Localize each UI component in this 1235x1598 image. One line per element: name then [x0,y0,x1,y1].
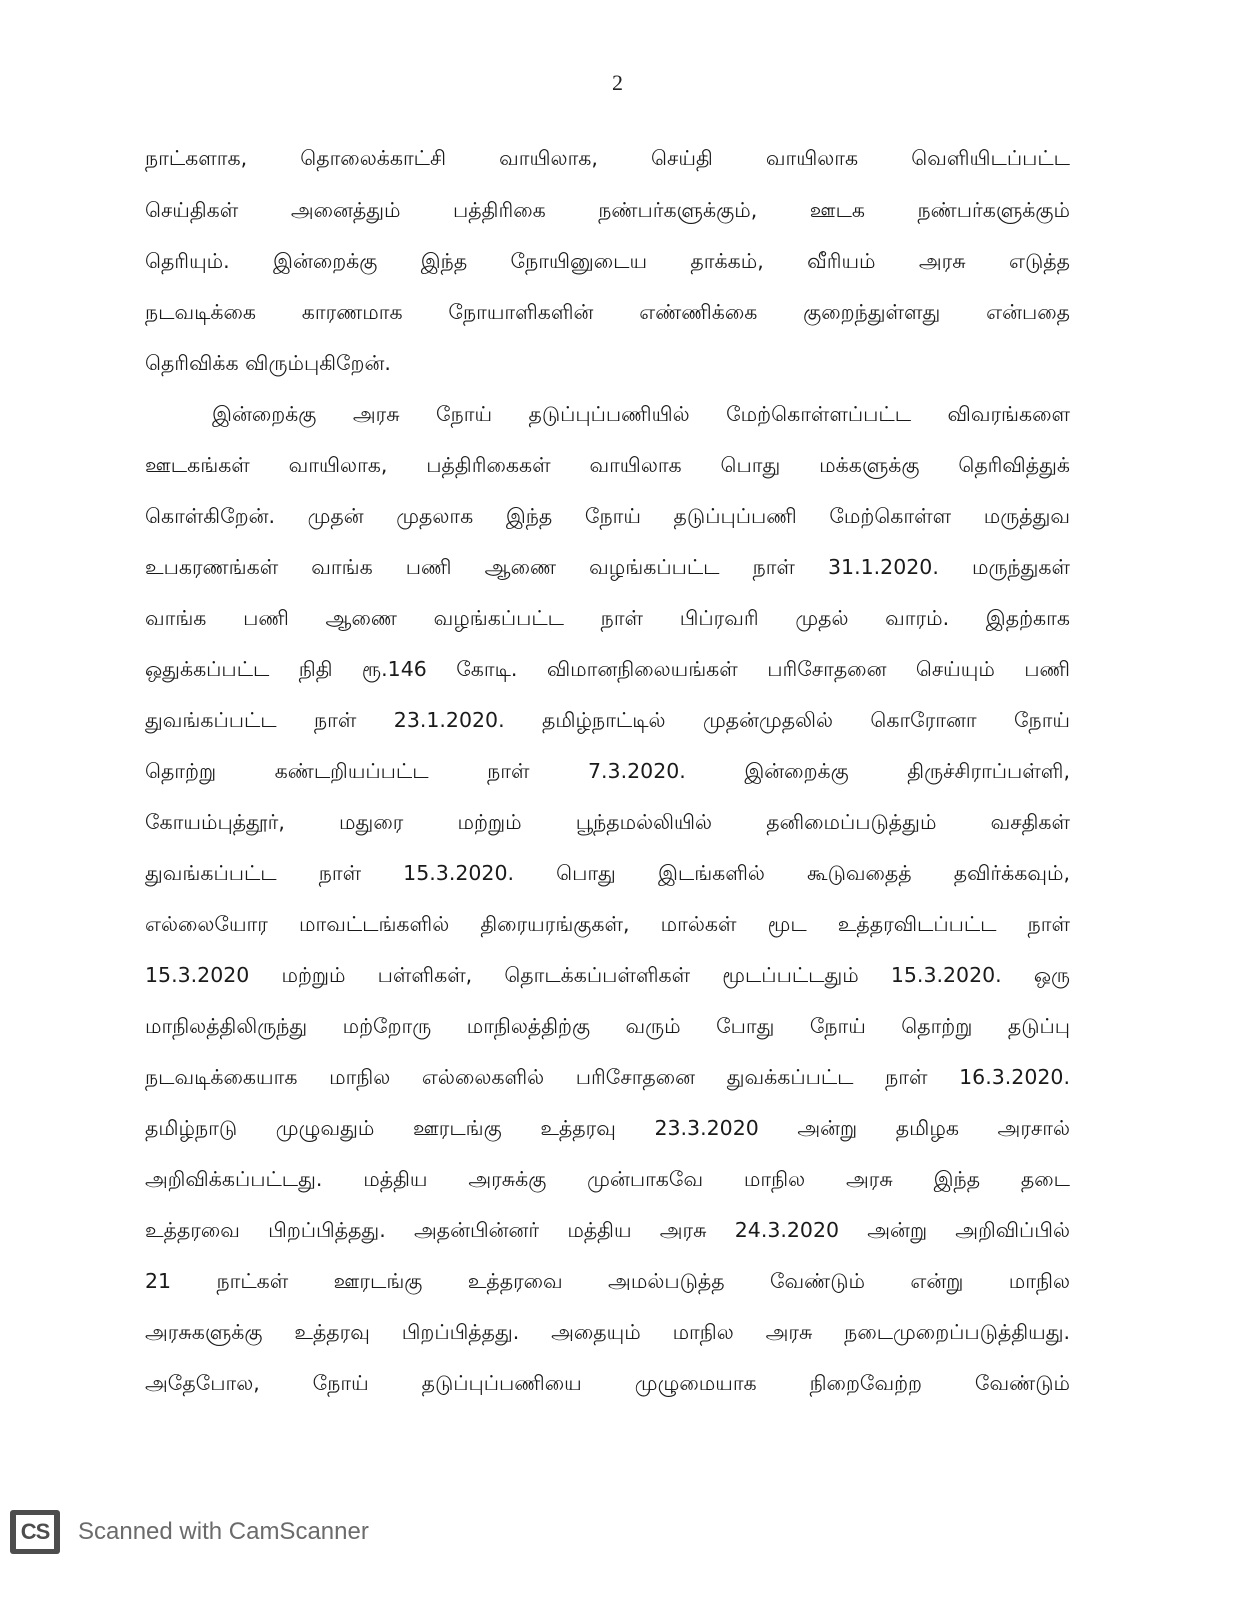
text-line: இன்றைக்கு அரசு நோய் தடுப்புப்பணியில் மேற்கொள்ளப்பட்ட விவரங்களை [212,402,1070,426]
text-line: வாங்க பணி ஆணை வழங்கப்பட்ட நாள் பிப்ரவரி முதல் வாரம். இதற்காக [145,606,1070,630]
camscanner-watermark [10,1510,369,1554]
text-line: தொற்று கண்டறியப்பட்ட நாள் 7.3.2020. இன்றைக்கு திருச்சிராப்பள்ளி, [145,759,1070,783]
text-line: அதேபோல, நோய் தடுப்புப்பணியை முழுமையாக நிறைவேற்ற வேண்டும் [145,1371,1070,1395]
camscanner-logo-icon [10,1510,60,1554]
text-line: கொள்கிறேன். முதன் முதலாக இந்த நோய் தடுப்புப்பணி மேற்கொள்ள மருத்துவ [145,504,1070,528]
text-line: உத்தரவை பிறப்பித்தது. அதன்பின்னர் மத்திய அரசு 24.3.2020 அன்று அறிவிப்பில் [145,1218,1070,1242]
text-line: 15.3.2020 மற்றும் பள்ளிகள், தொடக்கப்பள்ளிகள் மூடப்பட்டதும் 15.3.2020. ஒரு [145,963,1070,987]
text-line: தமிழ்நாடு முழுவதும் ஊரடங்கு உத்தரவு 23.3.2020 அன்று தமிழக அரசால் [145,1116,1070,1140]
text-line: அரசுகளுக்கு உத்தரவு பிறப்பித்தது. அதையும் மாநில அரசு நடைமுறைப்படுத்தியது. [145,1320,1070,1344]
text-line: நாட்களாக, தொலைக்காட்சி வாயிலாக, செய்தி வாயிலாக வெளியிடப்பட்ட [145,146,1070,170]
text-line: ஒதுக்கப்பட்ட நிதி ரூ.146 கோடி. விமானநிலையங்கள் பரிசோதனை செய்யும் பணி [145,657,1070,681]
text-line: துவங்கப்பட்ட நாள் 23.1.2020. தமிழ்நாட்டில் முதன்முதலில் கொரோனா நோய் [145,708,1070,732]
text-line: தெரியும். இன்றைக்கு இந்த நோயினுடைய தாக்கம், வீரியம் அரசு எடுத்த [145,249,1070,273]
camscanner-logo-text: CS [16,1515,54,1549]
watermark-text: Scanned with CamScanner [78,1518,369,1545]
text-line: துவங்கப்பட்ட நாள் 15.3.2020. பொது இடங்களில் கூடுவதைத் தவிர்க்கவும், [145,861,1070,885]
text-line: தெரிவிக்க விரும்புகிறேன். [145,351,391,375]
text-line: செய்திகள் அனைத்தும் பத்திரிகை நண்பர்களுக்கும், ஊடக நண்பர்களுக்கும் [145,198,1070,222]
text-line: உபகரணங்கள் வாங்க பணி ஆணை வழங்கப்பட்ட நாள் 31.1.2020. மருந்துகள் [145,555,1070,579]
text-line: ஊடகங்கள் வாயிலாக, பத்திரிகைகள் வாயிலாக பொது மக்களுக்கு தெரிவித்துக் [145,453,1070,477]
text-line: அறிவிக்கப்பட்டது. மத்திய அரசுக்கு முன்பாகவே மாநில அரசு இந்த தடை [145,1167,1070,1191]
text-line: நடவடிக்கை காரணமாக நோயாளிகளின் எண்ணிக்கை குறைந்துள்ளது என்பதை [145,300,1070,324]
text-line: 21 நாட்கள் ஊரடங்கு உத்தரவை அமல்படுத்த வேண்டும் என்று மாநில [145,1269,1070,1293]
text-line: கோயம்புத்தூர், மதுரை மற்றும் பூந்தமல்லியில் தனிமைப்படுத்தும் வசதிகள் [145,810,1070,834]
text-line: மாநிலத்திலிருந்து மற்றோரு மாநிலத்திற்கு வரும் போது நோய் தொற்று தடுப்பு [145,1014,1070,1038]
text-line: எல்லையோர மாவட்டங்களில் திரையரங்குகள், மால்கள் மூட உத்தரவிடப்பட்ட நாள் [145,912,1070,936]
text-line: நடவடிக்கையாக மாநில எல்லைகளில் பரிசோதனை துவக்கப்பட்ட நாள் 16.3.2020. [145,1065,1070,1089]
page-number: 2 [612,70,623,95]
